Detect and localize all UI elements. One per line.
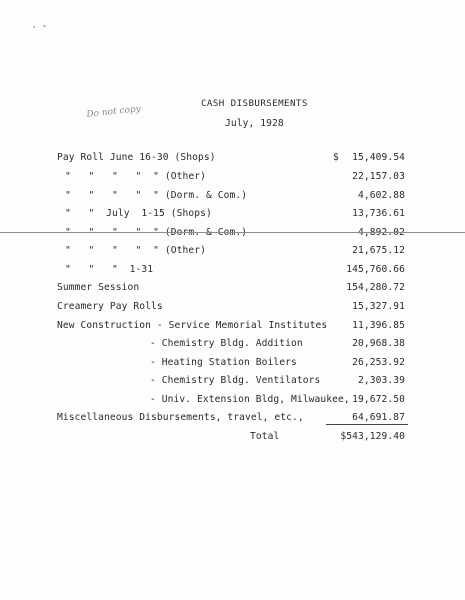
row-amount: 154,280.72 — [346, 282, 405, 293]
row-label: - Univ. Extension Bldg, Milwaukee, — [150, 394, 350, 405]
row-amount: 26,253.92 — [352, 357, 405, 368]
row-label: New Construction - Service Memorial Institutes — [57, 320, 328, 331]
row-label: " " " " " (Other) — [65, 245, 207, 256]
row-amount: 15,327.91 — [352, 301, 405, 312]
document-title: CASH DISBURSEMENTS — [201, 98, 308, 109]
row-amount: 145,760.66 — [346, 264, 405, 275]
total-rule — [326, 424, 408, 425]
row-label: " " " " " (Other) — [65, 171, 207, 182]
row-label: Pay Roll June 16-30 (Shops) — [57, 152, 216, 163]
row-label: " " July 1-15 (Shops) — [65, 208, 212, 219]
scan-speck — [33, 26, 35, 28]
row-label: - Chemistry Bldg. Addition — [150, 338, 303, 349]
row-amount: 4,892.02 — [357, 227, 405, 238]
row-amount: 21,675.12 — [352, 245, 405, 256]
row-amount: 11,396.85 — [352, 320, 405, 331]
row-label: " " " " " (Dorm. & Com.) — [65, 190, 248, 201]
row-amount: 20,968.38 — [352, 338, 405, 349]
row-amount: 15,409.54 — [352, 152, 405, 163]
row-label: Creamery Pay Rolls — [57, 301, 163, 312]
row-label: Miscellaneous Disbursements, travel, etc., — [57, 412, 304, 423]
row-amount: 2,303.39 — [357, 375, 405, 386]
row-label: " " " 1-31 — [65, 264, 154, 275]
row-amount: 4,602.88 — [357, 190, 405, 201]
row-amount: 22,157.03 — [352, 171, 405, 182]
row-label: - Heating Station Boilers — [150, 357, 297, 368]
currency-symbol: $ — [333, 152, 339, 163]
row-label: Summer Session — [57, 282, 140, 293]
scan-speck — [43, 25, 46, 27]
total-label: Total — [250, 431, 280, 442]
row-label: - Chemistry Bldg. Ventilators — [150, 375, 321, 386]
document-date: July, 1928 — [225, 118, 284, 129]
row-amount: 64,691.87 — [352, 412, 405, 423]
row-label: " " " " " (Dorm. & Com.) — [65, 227, 248, 238]
total-amount: $543,129.40 — [340, 431, 405, 442]
handwritten-note: Do not copy — [86, 104, 142, 120]
row-amount: 19,672.50 — [352, 394, 405, 405]
strike-through-line — [0, 232, 465, 233]
row-amount: 13,736.61 — [352, 208, 405, 219]
